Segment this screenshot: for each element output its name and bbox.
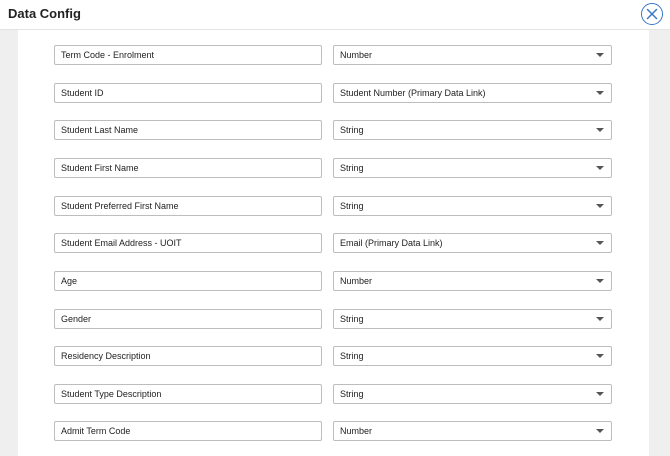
field-name-input[interactable]: Student Email Address - UOIT	[54, 233, 322, 253]
data-type-value: Email (Primary Data Link)	[340, 238, 443, 248]
config-row	[18, 196, 649, 216]
chevron-down-icon	[596, 241, 604, 245]
config-row	[18, 233, 649, 253]
data-type-select[interactable]	[333, 384, 612, 404]
data-type-value: String	[340, 351, 364, 361]
right-gutter	[649, 30, 670, 456]
data-type-select[interactable]	[333, 83, 612, 103]
data-type-value: String	[340, 314, 364, 324]
field-name-input[interactable]: Student Preferred First Name	[54, 196, 322, 216]
chevron-down-icon	[596, 204, 604, 208]
chevron-down-icon	[596, 429, 604, 433]
data-type-select[interactable]	[333, 120, 612, 140]
chevron-down-icon	[596, 354, 604, 358]
field-name-input[interactable]: Term Code - Enrolment	[54, 45, 322, 65]
config-row	[18, 384, 649, 404]
close-button[interactable]	[641, 3, 663, 25]
data-type-value: Number	[340, 426, 373, 436]
data-type-value: Number	[340, 276, 373, 286]
data-type-select[interactable]	[333, 309, 612, 329]
close-icon	[646, 8, 658, 20]
chevron-down-icon	[596, 53, 604, 57]
field-name-input[interactable]: Student ID	[54, 83, 322, 103]
data-type-select[interactable]	[333, 233, 612, 253]
config-row	[18, 45, 649, 65]
data-type-value: String	[340, 201, 364, 211]
field-name-input[interactable]: Gender	[54, 309, 322, 329]
field-config-list	[18, 30, 649, 456]
data-type-select[interactable]	[333, 158, 612, 178]
chevron-down-icon	[596, 279, 604, 283]
config-row	[18, 120, 649, 140]
field-name-input[interactable]: Student Type Description	[54, 384, 322, 404]
dialog-header	[0, 0, 670, 30]
config-row	[18, 271, 649, 291]
field-name-input[interactable]: Residency Description	[54, 346, 322, 366]
data-type-select[interactable]	[333, 346, 612, 366]
config-row	[18, 158, 649, 178]
config-row	[18, 421, 649, 441]
config-row	[18, 309, 649, 329]
chevron-down-icon	[596, 91, 604, 95]
data-type-select[interactable]	[333, 271, 612, 291]
data-type-value: String	[340, 389, 364, 399]
data-type-value: Number	[340, 50, 373, 60]
chevron-down-icon	[596, 166, 604, 170]
chevron-down-icon	[596, 128, 604, 132]
config-row	[18, 83, 649, 103]
chevron-down-icon	[596, 392, 604, 396]
chevron-down-icon	[596, 317, 604, 321]
field-name-input[interactable]: Student Last Name	[54, 120, 322, 140]
data-type-select[interactable]	[333, 421, 612, 441]
data-type-value: String	[340, 125, 364, 135]
dialog-title: Data Config	[8, 6, 81, 21]
data-type-select[interactable]	[333, 45, 612, 65]
data-type-value: Student Number (Primary Data Link)	[340, 88, 486, 98]
field-name-input[interactable]: Admit Term Code	[54, 421, 322, 441]
left-gutter	[0, 30, 18, 456]
data-type-value: String	[340, 163, 364, 173]
data-type-select[interactable]	[333, 196, 612, 216]
config-row	[18, 346, 649, 366]
field-name-input[interactable]: Student First Name	[54, 158, 322, 178]
field-name-input[interactable]: Age	[54, 271, 322, 291]
